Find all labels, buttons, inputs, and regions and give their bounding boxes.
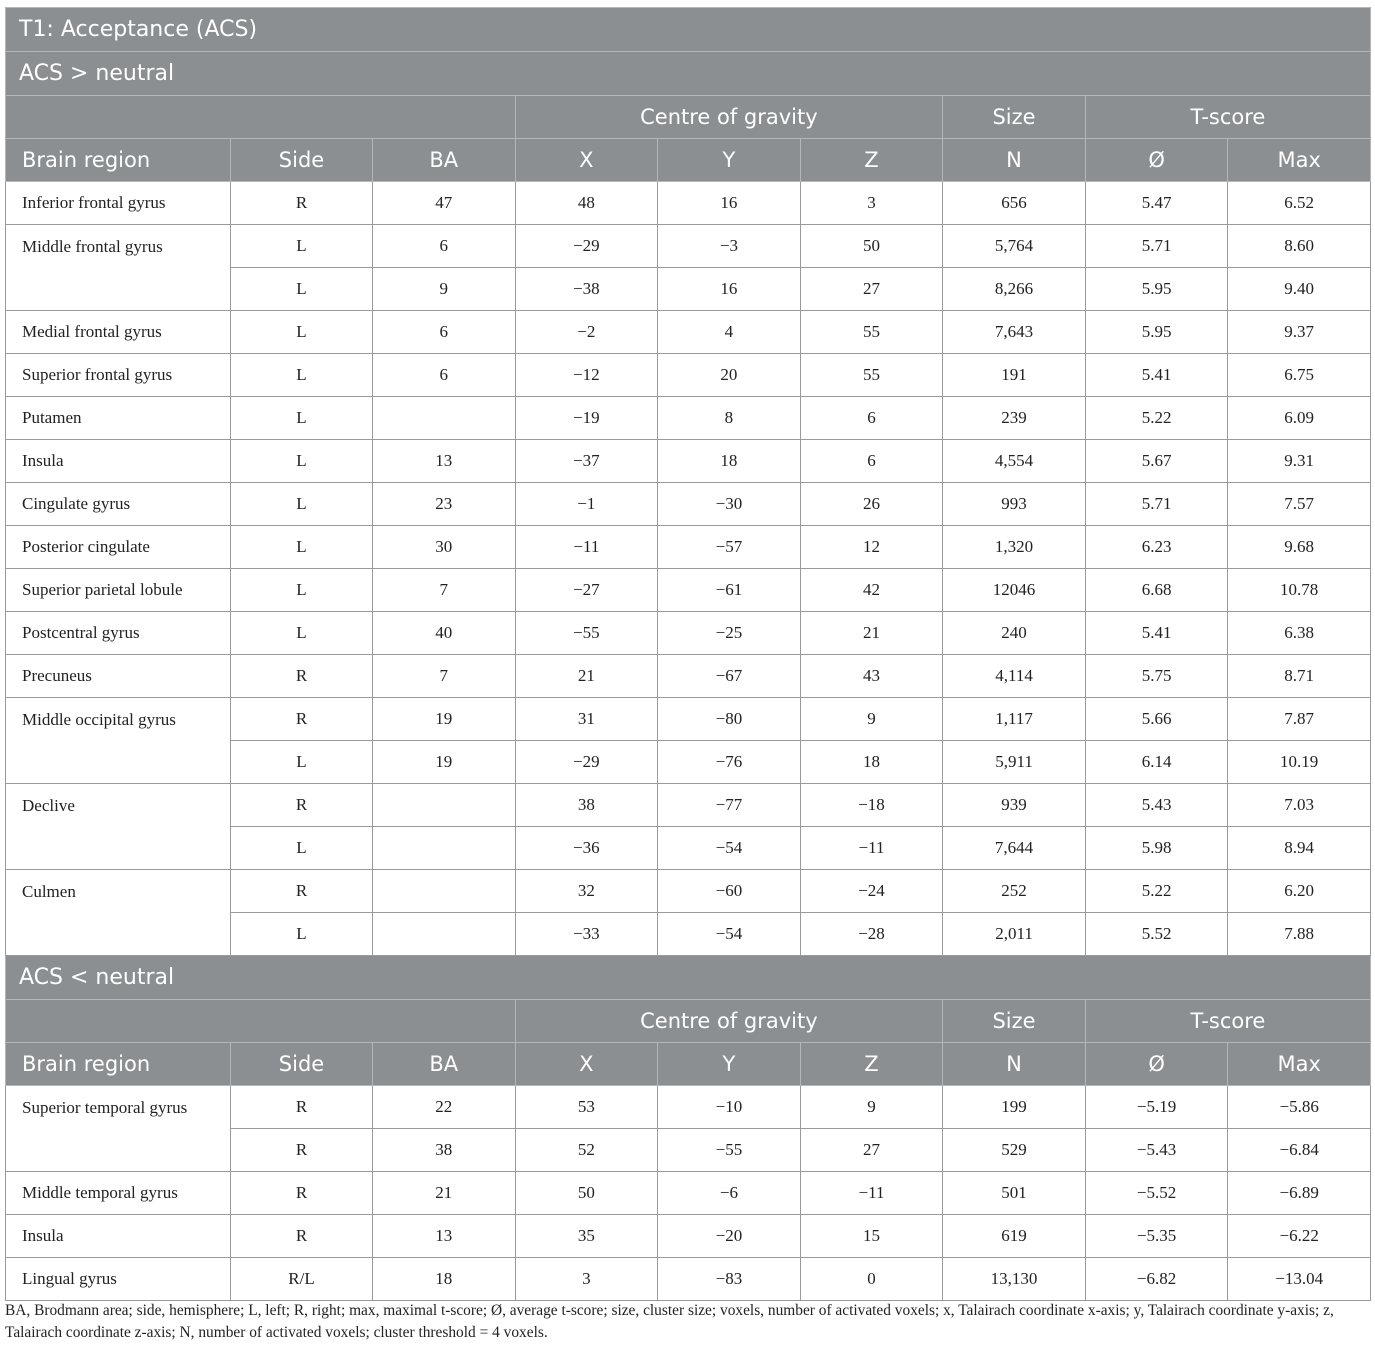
cell-ba: 7 <box>373 569 516 612</box>
cell-y: 16 <box>658 268 801 311</box>
cell-side: R <box>231 1172 373 1215</box>
group-header-row <box>6 96 1371 139</box>
results-table-body <box>6 8 1371 1301</box>
cell-max: 6.75 <box>1228 354 1371 397</box>
cell-ba: 13 <box>373 1215 516 1258</box>
cell-ba: 23 <box>373 483 516 526</box>
section-title-row <box>6 956 1371 1000</box>
cell-side: R <box>231 1086 373 1129</box>
column-header-y: Y <box>658 1043 801 1086</box>
cell-x: 38 <box>515 784 658 827</box>
cell-z: −11 <box>800 1172 943 1215</box>
table-row <box>6 870 1371 913</box>
column-header-side: Side <box>231 1043 373 1086</box>
group-header-centre: Centre of gravity <box>515 1000 943 1043</box>
cell-x: 31 <box>515 698 658 741</box>
section-title: ACS < neutral <box>6 956 1371 1000</box>
cell-n: 619 <box>943 1215 1086 1258</box>
cell-side: L <box>231 268 373 311</box>
cell-z: 55 <box>800 311 943 354</box>
cell-avg: 5.75 <box>1085 655 1228 698</box>
cell-n: 8,266 <box>943 268 1086 311</box>
cell-side: L <box>231 440 373 483</box>
column-header-x: X <box>515 139 658 182</box>
table-row <box>6 440 1371 483</box>
cell-x: −55 <box>515 612 658 655</box>
cell-max: −6.84 <box>1228 1129 1371 1172</box>
cell-ba: 19 <box>373 741 516 784</box>
cell-ba: 21 <box>373 1172 516 1215</box>
group-header-blank <box>6 96 516 139</box>
cell-x: −2 <box>515 311 658 354</box>
cell-y: −55 <box>658 1129 801 1172</box>
cell-x: 53 <box>515 1086 658 1129</box>
cell-region: Middle temporal gyrus <box>6 1172 231 1215</box>
cell-region: Cingulate gyrus <box>6 483 231 526</box>
cell-avg: 5.67 <box>1085 440 1228 483</box>
cell-x: −33 <box>515 913 658 956</box>
table-row <box>6 655 1371 698</box>
table-row <box>6 182 1371 225</box>
cell-max: 9.31 <box>1228 440 1371 483</box>
cell-region: Lingual gyrus <box>6 1258 231 1301</box>
cell-z: 55 <box>800 354 943 397</box>
cell-region: Inferior frontal gyrus <box>6 182 231 225</box>
column-header-row <box>6 139 1371 182</box>
cell-region: Medial frontal gyrus <box>6 311 231 354</box>
cell-max: 9.68 <box>1228 526 1371 569</box>
cell-n: 252 <box>943 870 1086 913</box>
results-table-wrapper <box>5 7 1370 1301</box>
cell-region: Superior parietal lobule <box>6 569 231 612</box>
cell-z: 6 <box>800 397 943 440</box>
cell-y: −25 <box>658 612 801 655</box>
group-header-size: Size <box>943 1000 1086 1043</box>
cell-avg: 5.22 <box>1085 870 1228 913</box>
cell-max: 7.03 <box>1228 784 1371 827</box>
cell-n: 1,320 <box>943 526 1086 569</box>
cell-avg: −5.43 <box>1085 1129 1228 1172</box>
cell-n: 7,643 <box>943 311 1086 354</box>
cell-ba <box>373 913 516 956</box>
cell-side: L <box>231 483 373 526</box>
cell-region: Putamen <box>6 397 231 440</box>
cell-z: 21 <box>800 612 943 655</box>
cell-region: Postcentral gyrus <box>6 612 231 655</box>
cell-max: −13.04 <box>1228 1258 1371 1301</box>
cell-n: 529 <box>943 1129 1086 1172</box>
column-header-n: N <box>943 139 1086 182</box>
cell-x: 50 <box>515 1172 658 1215</box>
cell-side: L <box>231 913 373 956</box>
cell-ba: 6 <box>373 311 516 354</box>
cell-max: 7.88 <box>1228 913 1371 956</box>
column-header-y: Y <box>658 139 801 182</box>
cell-ba: 40 <box>373 612 516 655</box>
cell-region: Middle frontal gyrus <box>6 225 231 311</box>
cell-z: −28 <box>800 913 943 956</box>
cell-y: −3 <box>658 225 801 268</box>
table-row <box>6 526 1371 569</box>
cell-avg: −5.52 <box>1085 1172 1228 1215</box>
cell-n: 501 <box>943 1172 1086 1215</box>
cell-side: R <box>231 182 373 225</box>
column-header-region: Brain region <box>6 1043 231 1086</box>
table-row <box>6 1086 1371 1129</box>
cell-ba <box>373 397 516 440</box>
cell-x: −37 <box>515 440 658 483</box>
column-header-avg: Ø <box>1085 1043 1228 1086</box>
cell-side: L <box>231 225 373 268</box>
cell-region: Middle occipital gyrus <box>6 698 231 784</box>
cell-side: L <box>231 569 373 612</box>
cell-side: L <box>231 354 373 397</box>
cell-side: R <box>231 1215 373 1258</box>
cell-side: R <box>231 1129 373 1172</box>
column-header-side: Side <box>231 139 373 182</box>
section-title-row <box>6 52 1371 96</box>
cell-avg: 5.43 <box>1085 784 1228 827</box>
cell-y: −54 <box>658 913 801 956</box>
cell-z: 15 <box>800 1215 943 1258</box>
cell-side: L <box>231 526 373 569</box>
cell-side: R <box>231 655 373 698</box>
column-header-x: X <box>515 1043 658 1086</box>
column-header-row <box>6 1043 1371 1086</box>
cell-x: −19 <box>515 397 658 440</box>
cell-z: 50 <box>800 225 943 268</box>
cell-z: 27 <box>800 268 943 311</box>
cell-ba: 6 <box>373 225 516 268</box>
cell-avg: 6.68 <box>1085 569 1228 612</box>
cell-max: 8.71 <box>1228 655 1371 698</box>
cell-n: 1,117 <box>943 698 1086 741</box>
cell-ba: 6 <box>373 354 516 397</box>
cell-ba: 9 <box>373 268 516 311</box>
cell-x: −1 <box>515 483 658 526</box>
table-row <box>6 311 1371 354</box>
cell-n: 239 <box>943 397 1086 440</box>
cell-y: −61 <box>658 569 801 612</box>
cell-side: L <box>231 311 373 354</box>
cell-n: 7,644 <box>943 827 1086 870</box>
cell-n: 240 <box>943 612 1086 655</box>
cell-y: −67 <box>658 655 801 698</box>
cell-avg: −5.35 <box>1085 1215 1228 1258</box>
cell-max: −6.89 <box>1228 1172 1371 1215</box>
cell-avg: 5.41 <box>1085 354 1228 397</box>
cell-region: Posterior cingulate <box>6 526 231 569</box>
table-row <box>6 354 1371 397</box>
cell-max: −6.22 <box>1228 1215 1371 1258</box>
cell-n: 4,114 <box>943 655 1086 698</box>
group-header-tscore: T-score <box>1085 96 1370 139</box>
cell-z: 12 <box>800 526 943 569</box>
cell-region: Culmen <box>6 870 231 956</box>
column-header-max: Max <box>1228 1043 1371 1086</box>
section-title: ACS > neutral <box>6 52 1371 96</box>
cell-y: 20 <box>658 354 801 397</box>
cell-side: R/L <box>231 1258 373 1301</box>
cell-avg: 5.66 <box>1085 698 1228 741</box>
cell-max: 6.09 <box>1228 397 1371 440</box>
group-header-blank <box>6 1000 516 1043</box>
cell-side: R <box>231 698 373 741</box>
column-header-z: Z <box>800 139 943 182</box>
cell-max: 6.38 <box>1228 612 1371 655</box>
cell-region: Superior frontal gyrus <box>6 354 231 397</box>
table-row <box>6 698 1371 741</box>
cell-x: 52 <box>515 1129 658 1172</box>
cell-y: −30 <box>658 483 801 526</box>
cell-max: 7.57 <box>1228 483 1371 526</box>
cell-avg: 5.22 <box>1085 397 1228 440</box>
cell-x: −38 <box>515 268 658 311</box>
cell-z: 27 <box>800 1129 943 1172</box>
table-footnote: BA, Brodmann area; side, hemisphere; L, left; R, right; max, maximal t-score; Ø, average t-score; size, cluster size; voxels, number of activated voxels; x, Talairach coordinate x-axis; y, Talairach coordinate y-axis; z, Talairach coordinate z-axis; N, number of activated voxels; cluster threshold = 4 voxels. <box>5 1302 1334 1341</box>
cell-n: 5,911 <box>943 741 1086 784</box>
cell-x: −29 <box>515 741 658 784</box>
cell-n: 4,554 <box>943 440 1086 483</box>
cell-z: 0 <box>800 1258 943 1301</box>
table-row <box>6 225 1371 268</box>
cell-x: 35 <box>515 1215 658 1258</box>
cell-z: 43 <box>800 655 943 698</box>
cell-ba: 7 <box>373 655 516 698</box>
results-table <box>5 7 1371 1301</box>
cell-max: 8.94 <box>1228 827 1371 870</box>
column-header-max: Max <box>1228 139 1371 182</box>
column-header-ba: BA <box>373 1043 516 1086</box>
cell-avg: −6.82 <box>1085 1258 1228 1301</box>
cell-z: −11 <box>800 827 943 870</box>
cell-side: L <box>231 827 373 870</box>
cell-z: 3 <box>800 182 943 225</box>
cell-ba <box>373 827 516 870</box>
cell-n: 2,011 <box>943 913 1086 956</box>
cell-avg: 5.98 <box>1085 827 1228 870</box>
cell-x: −36 <box>515 827 658 870</box>
cell-x: 21 <box>515 655 658 698</box>
cell-avg: 5.71 <box>1085 483 1228 526</box>
group-header-centre: Centre of gravity <box>515 96 943 139</box>
table-row <box>6 397 1371 440</box>
table-title: T1: Acceptance (ACS) <box>6 8 1371 52</box>
cell-ba: 18 <box>373 1258 516 1301</box>
cell-ba: 13 <box>373 440 516 483</box>
cell-y: −6 <box>658 1172 801 1215</box>
table-title-row <box>6 8 1371 52</box>
cell-avg: 5.41 <box>1085 612 1228 655</box>
cell-y: −20 <box>658 1215 801 1258</box>
group-header-row <box>6 1000 1371 1043</box>
cell-x: 3 <box>515 1258 658 1301</box>
cell-side: L <box>231 612 373 655</box>
cell-z: 42 <box>800 569 943 612</box>
cell-max: 8.60 <box>1228 225 1371 268</box>
cell-region: Insula <box>6 440 231 483</box>
cell-avg: 5.71 <box>1085 225 1228 268</box>
cell-n: 12046 <box>943 569 1086 612</box>
column-header-ba: BA <box>373 139 516 182</box>
cell-region: Insula <box>6 1215 231 1258</box>
cell-avg: 5.52 <box>1085 913 1228 956</box>
cell-region: Precuneus <box>6 655 231 698</box>
cell-avg: 6.14 <box>1085 741 1228 784</box>
group-header-tscore: T-score <box>1085 1000 1370 1043</box>
cell-side: R <box>231 784 373 827</box>
cell-n: 5,764 <box>943 225 1086 268</box>
cell-y: −80 <box>658 698 801 741</box>
cell-z: 9 <box>800 1086 943 1129</box>
cell-n: 191 <box>943 354 1086 397</box>
cell-y: 18 <box>658 440 801 483</box>
cell-region: Declive <box>6 784 231 870</box>
cell-max: 9.37 <box>1228 311 1371 354</box>
cell-x: 48 <box>515 182 658 225</box>
table-row <box>6 784 1371 827</box>
cell-x: −11 <box>515 526 658 569</box>
column-header-region: Brain region <box>6 139 231 182</box>
cell-z: 18 <box>800 741 943 784</box>
cell-n: 993 <box>943 483 1086 526</box>
cell-n: 199 <box>943 1086 1086 1129</box>
cell-z: −24 <box>800 870 943 913</box>
cell-n: 939 <box>943 784 1086 827</box>
table-row <box>6 612 1371 655</box>
cell-z: 9 <box>800 698 943 741</box>
cell-avg: −5.19 <box>1085 1086 1228 1129</box>
cell-max: 10.78 <box>1228 569 1371 612</box>
cell-z: 6 <box>800 440 943 483</box>
cell-max: 7.87 <box>1228 698 1371 741</box>
cell-z: 26 <box>800 483 943 526</box>
cell-n: 656 <box>943 182 1086 225</box>
cell-y: −83 <box>658 1258 801 1301</box>
cell-ba: 30 <box>373 526 516 569</box>
cell-avg: 5.47 <box>1085 182 1228 225</box>
group-header-size: Size <box>943 96 1086 139</box>
cell-max: 9.40 <box>1228 268 1371 311</box>
cell-max: 10.19 <box>1228 741 1371 784</box>
column-header-avg: Ø <box>1085 139 1228 182</box>
cell-max: 6.52 <box>1228 182 1371 225</box>
cell-avg: 5.95 <box>1085 311 1228 354</box>
cell-avg: 5.95 <box>1085 268 1228 311</box>
cell-y: −57 <box>658 526 801 569</box>
cell-y: 8 <box>658 397 801 440</box>
column-header-n: N <box>943 1043 1086 1086</box>
cell-side: L <box>231 741 373 784</box>
cell-side: L <box>231 397 373 440</box>
cell-max: 6.20 <box>1228 870 1371 913</box>
column-header-z: Z <box>800 1043 943 1086</box>
cell-ba <box>373 870 516 913</box>
cell-y: 16 <box>658 182 801 225</box>
cell-y: −54 <box>658 827 801 870</box>
cell-n: 13,130 <box>943 1258 1086 1301</box>
table-row <box>6 1258 1371 1301</box>
cell-y: −60 <box>658 870 801 913</box>
cell-y: 4 <box>658 311 801 354</box>
cell-side: R <box>231 870 373 913</box>
cell-x: 32 <box>515 870 658 913</box>
cell-ba: 22 <box>373 1086 516 1129</box>
cell-y: −10 <box>658 1086 801 1129</box>
cell-ba <box>373 784 516 827</box>
table-row <box>6 569 1371 612</box>
cell-region: Superior temporal gyrus <box>6 1086 231 1172</box>
cell-max: −5.86 <box>1228 1086 1371 1129</box>
cell-x: −29 <box>515 225 658 268</box>
cell-y: −77 <box>658 784 801 827</box>
cell-y: −76 <box>658 741 801 784</box>
cell-avg: 6.23 <box>1085 526 1228 569</box>
table-row <box>6 1215 1371 1258</box>
cell-ba: 38 <box>373 1129 516 1172</box>
cell-ba: 47 <box>373 182 516 225</box>
cell-x: −27 <box>515 569 658 612</box>
cell-z: −18 <box>800 784 943 827</box>
cell-ba: 19 <box>373 698 516 741</box>
table-row <box>6 483 1371 526</box>
cell-x: −12 <box>515 354 658 397</box>
table-row <box>6 1172 1371 1215</box>
